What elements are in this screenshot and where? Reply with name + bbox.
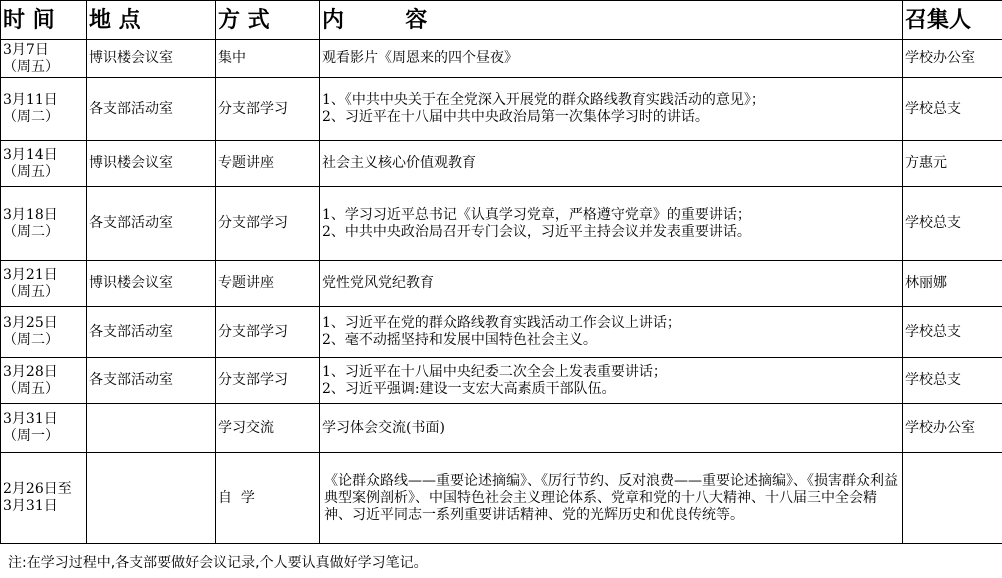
table-row — [1, 261, 1002, 307]
method-cell: 分支部学习 — [216, 187, 320, 261]
content-line: 学习体会交流(书面) — [322, 419, 445, 436]
place-cell: 博识楼会议室 — [87, 141, 216, 187]
header-method: 方 式 — [216, 1, 320, 40]
method-cell: 分支部学习 — [216, 78, 320, 141]
content-line: 1、习近平在党的群众路线教育实践活动工作会议上讲话； — [322, 315, 681, 331]
date-line: 3月28日 — [3, 363, 58, 380]
convener-cell: 学校总支 — [903, 307, 1002, 358]
date-line: 2月26日至 — [3, 481, 72, 497]
content-line: 2、毫不动摇坚持和发展中国特色社会主义。 — [322, 332, 597, 348]
method-cell: 分支部学习 — [216, 358, 320, 404]
table-row — [1, 187, 1002, 261]
date-line: 3月7日 — [3, 41, 49, 58]
content-line: 2、中共中央政治局召开专门会议，习近平主持会议并发表重要讲话。 — [322, 223, 751, 240]
date-line: 3月31日 — [3, 411, 58, 427]
place-cell — [87, 453, 216, 544]
date-line: 3月14日 — [3, 146, 58, 163]
header-content: 内 容 — [320, 1, 903, 40]
place-cell — [87, 404, 216, 453]
table-row — [1, 358, 1002, 404]
content-cell — [320, 261, 903, 307]
method-cell: 分支部学习 — [216, 307, 320, 358]
date-cell — [1, 404, 87, 453]
content-line: 观看影片《周恩来的四个昼夜》 — [322, 50, 518, 66]
content-line: 1、《中共中央关于在全党深入开展党的群众路线教育实践活动的意见》； — [322, 92, 765, 108]
content-line: 2、习近平在十八届中共中央政治局第一次集体学习时的讲话。 — [322, 109, 709, 125]
place-cell: 各支部活动室 — [87, 187, 216, 261]
content-cell — [320, 404, 903, 453]
header-convener: 召集人 — [903, 1, 1002, 40]
date-cell — [1, 453, 87, 544]
convener-cell — [903, 453, 1002, 544]
method-cell: 学习交流 — [216, 404, 320, 453]
place-cell: 博识楼会议室 — [87, 261, 216, 307]
convener-cell: 学校总支 — [903, 358, 1002, 404]
date-line: 3月18日 — [3, 206, 58, 223]
date-cell — [1, 40, 87, 78]
date-cell — [1, 261, 87, 307]
content-line: 党性党风党纪教育 — [322, 275, 434, 291]
date-cell — [1, 187, 87, 261]
content-line: 1、习近平在十八届中央纪委二次全会上发表重要讲话； — [322, 363, 667, 380]
table-header-row — [1, 1, 1002, 40]
content-cell — [320, 307, 903, 358]
table-row-self-study — [1, 453, 1002, 544]
weekday-line: （周五） — [3, 163, 59, 180]
content-cell — [320, 78, 903, 141]
content-cell — [320, 187, 903, 261]
footnote: 注:在学习过程中,各支部要做好会议记录,个人要认真做好学习笔记。 — [8, 555, 428, 571]
convener-cell: 学校办公室 — [903, 40, 1002, 78]
weekday-line: （周二） — [3, 223, 59, 240]
header-place: 地 点 — [87, 1, 216, 40]
date-cell — [1, 141, 87, 187]
content-line: 2、习近平强调:建设一支宏大高素质干部队伍。 — [322, 380, 616, 397]
table-row — [1, 141, 1002, 187]
convener-cell: 学校总支 — [903, 78, 1002, 141]
table-row — [1, 404, 1002, 453]
convener-cell: 林丽娜 — [903, 261, 1002, 307]
header-time: 时 间 — [1, 1, 87, 40]
table-row — [1, 307, 1002, 358]
date-line: 3月21日 — [3, 266, 58, 283]
convener-cell: 学校总支 — [903, 187, 1002, 261]
place-cell: 各支部活动室 — [87, 78, 216, 141]
place-cell: 各支部活动室 — [87, 307, 216, 358]
self-study-materials: 《论群众路线——重要论述摘编》、《厉行节约、反对浪费——重要论述摘编》、《损害群众利益典型案例剖析》、中国特色社会主义理论体系、党章和党的十八大精神、十八届三中全会精神、习近平同志一系列重要讲话精神、党的光辉历史和优良传统等。 — [324, 472, 898, 523]
weekday-line: （周五） — [3, 380, 59, 397]
method-cell: 专题讲座 — [216, 261, 320, 307]
date-line: 3月11日 — [3, 92, 58, 108]
table-row — [1, 78, 1002, 141]
weekday-line: （周二） — [3, 109, 59, 125]
content-cell — [320, 453, 903, 544]
method-cell: 自 学 — [216, 453, 320, 544]
date-cell — [1, 78, 87, 141]
method-cell: 集中 — [216, 40, 320, 78]
convener-cell: 方惠元 — [903, 141, 1002, 187]
convener-cell: 学校办公室 — [903, 404, 1002, 453]
method-cell: 专题讲座 — [216, 141, 320, 187]
date-line: 3月25日 — [3, 315, 58, 331]
date-cell — [1, 307, 87, 358]
place-cell: 博识楼会议室 — [87, 40, 216, 78]
weekday-line: （周一） — [3, 428, 59, 444]
weekday-line: （周五） — [3, 58, 59, 75]
date-cell — [1, 358, 87, 404]
table-row — [1, 40, 1002, 78]
weekday-line: （周五） — [3, 283, 59, 300]
content-line: 社会主义核心价值观教育 — [322, 155, 476, 171]
content-cell — [320, 141, 903, 187]
place-cell: 各支部活动室 — [87, 358, 216, 404]
weekday-line: （周二） — [3, 332, 59, 348]
content-cell — [320, 358, 903, 404]
date-line: 3月31日 — [3, 498, 58, 514]
content-line: 1、学习习近平总书记《认真学习党章，严格遵守党章》的重要讲话； — [322, 206, 751, 223]
content-cell — [320, 40, 903, 78]
